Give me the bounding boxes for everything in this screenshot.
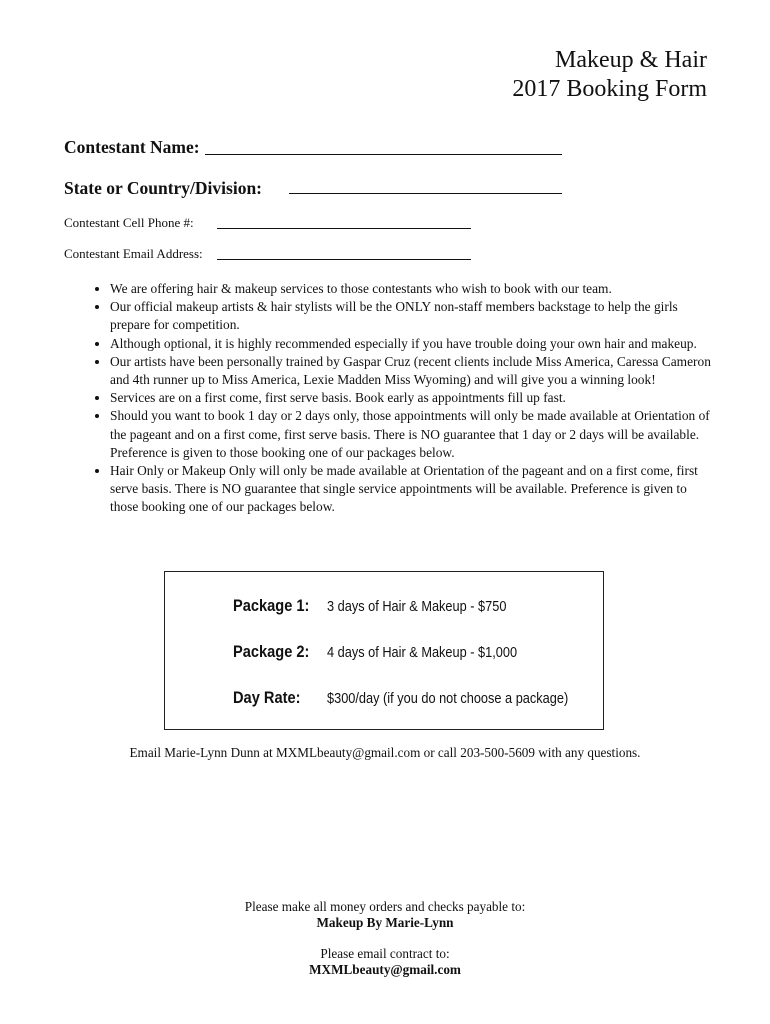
package-row-2 — [233, 642, 543, 662]
package-2-name: Package 2: — [233, 642, 310, 661]
state-country-line[interactable] — [289, 193, 562, 194]
day-rate-name: Day Rate: — [233, 688, 301, 707]
title-line-1: Makeup & Hair — [555, 47, 707, 73]
cell-phone-field — [64, 215, 194, 231]
payable-text: Please make all money orders and checks payable to: — [244, 899, 526, 914]
payable-name: Makeup By Marie-Lynn — [316, 915, 454, 930]
package-2-desc: 4 days of Hair & Makeup - $1,000 — [327, 645, 518, 661]
email-address-line[interactable] — [217, 259, 471, 260]
state-country-field — [64, 178, 262, 199]
package-box — [164, 571, 604, 730]
form-title — [512, 46, 707, 104]
package-1-desc: 3 days of Hair & Makeup - $750 — [327, 599, 507, 615]
contestant-name-label: Contestant Name: — [64, 137, 200, 157]
cell-phone-label: Contestant Cell Phone #: — [64, 215, 194, 230]
package-row-1 — [233, 596, 531, 616]
email-address-field — [64, 246, 203, 262]
contact-line: Email Marie-Lynn Dunn at MXMLbeauty@gmail.com or call 203-500-5609 with any questions. — [129, 745, 641, 760]
email-address-label: Contestant Email Address: — [64, 246, 203, 261]
package-row-3 — [233, 688, 601, 708]
email-contract-address: MXMLbeauty@gmail.com — [309, 962, 461, 977]
email-contract-text: Please email contract to: — [320, 946, 450, 961]
list-item: • Services are on a first come, first serve basis. Book early as appointments fill up fast. — [110, 389, 714, 407]
list-item: • Should you want to book 1 day or 2 days only, those appointments will only be made available at Orientation of the pageant and on a first come, first serve basis. There is NO guarantee that 1 day or 2 days will be available. Preference is given to those booking one of our packages below. — [110, 407, 714, 462]
list-item: • Our official makeup artists & hair stylists will be the ONLY non-staff members backstage to help the girls prepare for competition. — [110, 298, 714, 334]
contestant-name-line[interactable] — [205, 154, 562, 155]
package-1-name: Package 1: — [233, 596, 310, 615]
day-rate-desc: $300/day (if you do not choose a package) — [327, 691, 569, 707]
list-item: • Our artists have been personally trained by Gaspar Cruz (recent clients include Miss America, Caressa Cameron and 4th runner up to Miss America, Lexie Madden Miss Wyoming) and will give you a winning look! — [110, 353, 714, 389]
info-bullet-list — [64, 280, 714, 517]
cell-phone-line[interactable] — [217, 228, 471, 229]
list-item: • Hair Only or Makeup Only will only be made available at Orientation of the pageant and on a first come, first serve basis. There is NO guarantee that single service appointments will be available. Preference is given to those booking one of our packages below. — [110, 462, 714, 517]
list-item: • Although optional, it is highly recommended especially if you have trouble doing your own hair and makeup. — [110, 335, 714, 353]
list-item: • We are offering hair & makeup services to those contestants who wish to book with our team. — [110, 280, 714, 298]
state-country-label: State or Country/Division: — [64, 178, 263, 198]
contestant-name-field — [64, 137, 200, 158]
title-line-2: 2017 Booking Form — [512, 76, 707, 102]
